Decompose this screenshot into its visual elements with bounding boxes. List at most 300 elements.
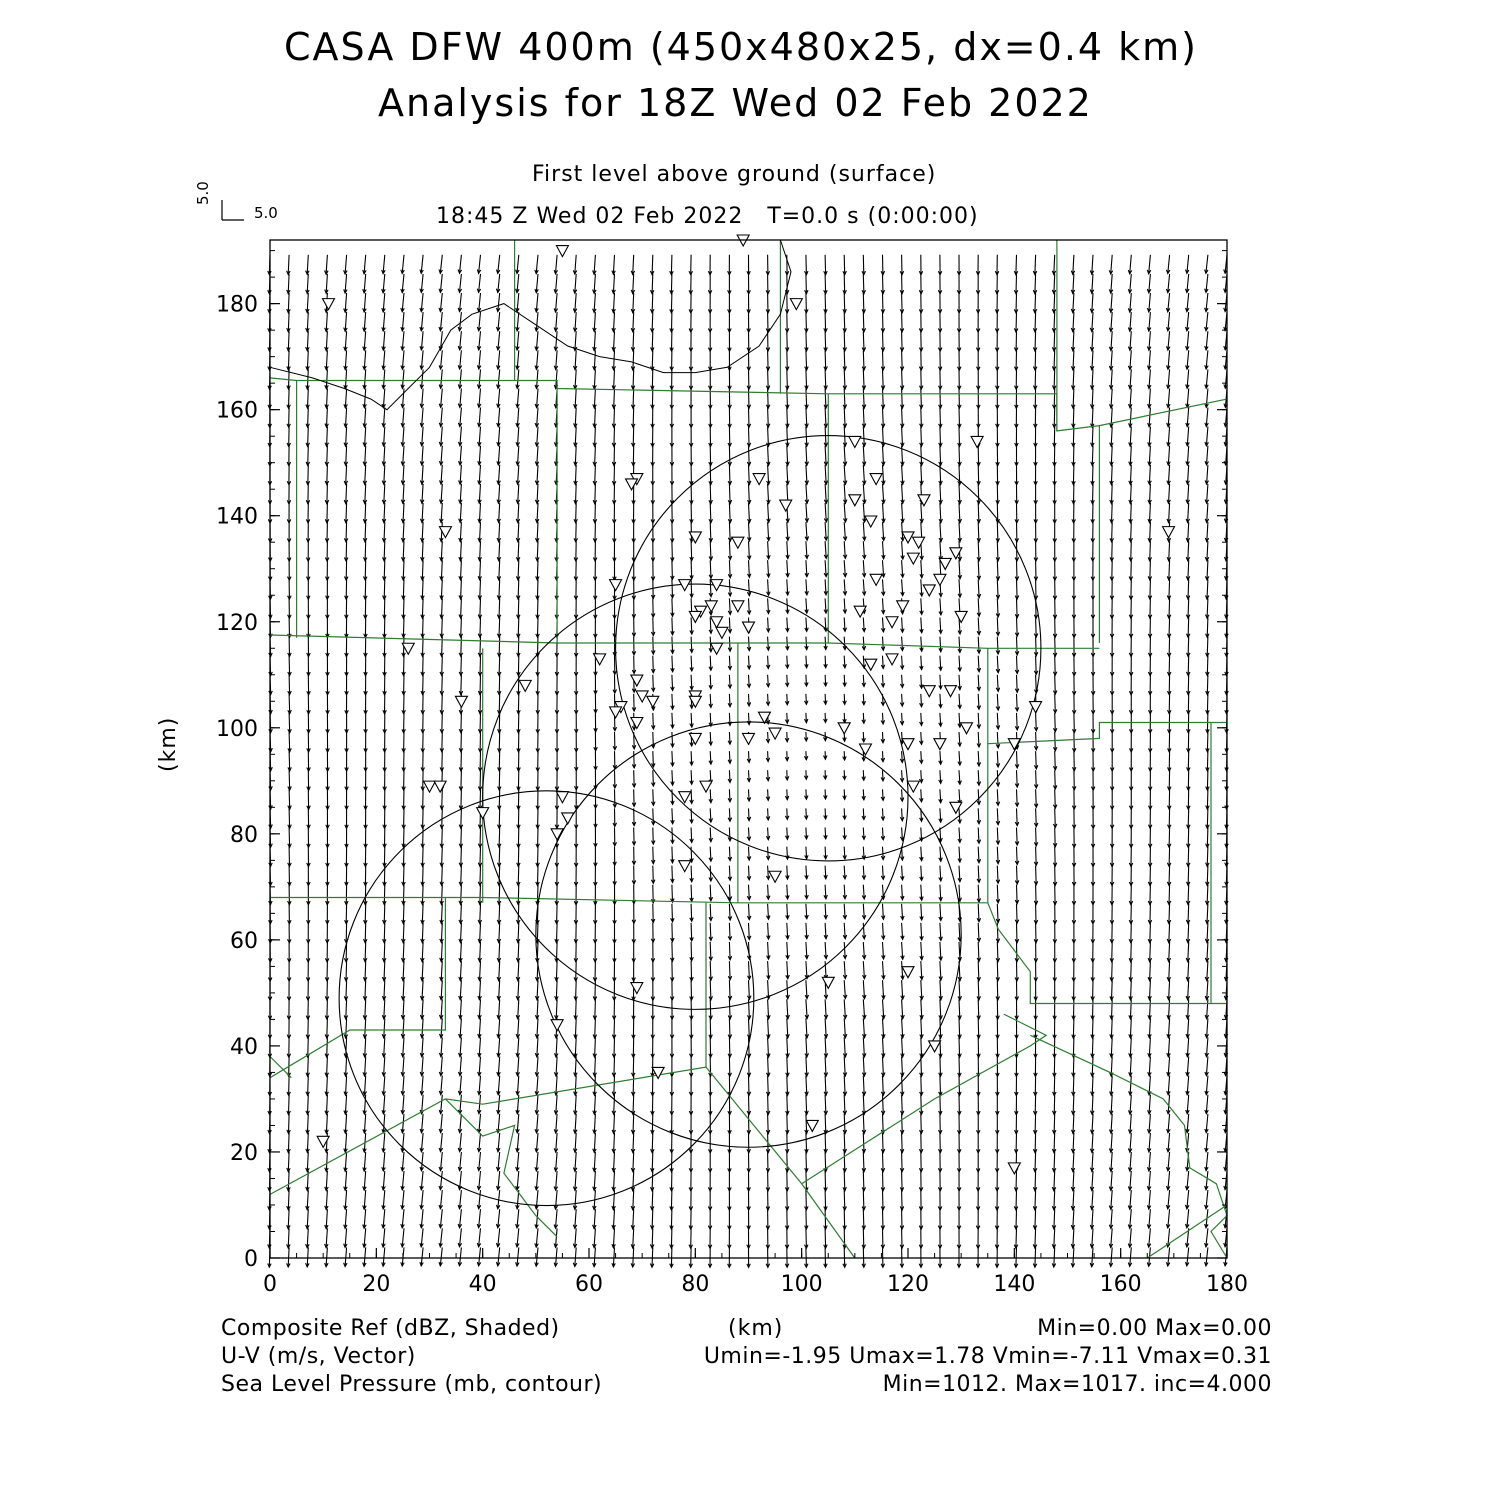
wind-vector <box>289 656 290 676</box>
wind-vector <box>902 484 903 504</box>
wind-vector <box>442 789 443 809</box>
wind-vector <box>575 446 576 466</box>
wind-vector <box>749 980 750 999</box>
wind-vector <box>1017 656 1018 674</box>
wind-vector <box>460 961 461 981</box>
wind-vector <box>1131 560 1132 580</box>
wind-vector <box>997 789 998 805</box>
wind-vector <box>768 369 769 389</box>
wind-vector <box>691 866 692 882</box>
wind-vector <box>1054 1095 1055 1115</box>
wind-vector <box>575 389 576 408</box>
wind-vector <box>326 1114 327 1134</box>
wind-vector <box>978 847 979 863</box>
wind-vector <box>921 1037 922 1057</box>
wind-vector <box>1092 1152 1093 1171</box>
wind-vector <box>289 694 290 714</box>
wind-vector <box>997 980 998 1000</box>
wind-vector <box>537 579 538 599</box>
wind-vector <box>825 1133 826 1153</box>
wind-vector <box>671 274 672 294</box>
wind-vector <box>460 541 461 561</box>
wind-vector <box>1035 1171 1036 1191</box>
wind-vector <box>768 999 769 1019</box>
wind-vector <box>575 1095 576 1115</box>
wind-vector <box>1016 1171 1017 1191</box>
wind-vector <box>729 618 730 633</box>
wind-vector <box>289 732 290 752</box>
wind-vector <box>1073 1228 1074 1248</box>
wind-vector <box>384 579 385 599</box>
wind-vector <box>768 503 769 522</box>
wind-vector <box>940 923 941 941</box>
wind-vector <box>307 369 308 389</box>
wind-vector <box>768 522 769 541</box>
wind-vector <box>883 1133 884 1153</box>
wind-vector <box>289 713 290 733</box>
wind-vector <box>825 1228 826 1248</box>
wind-vector <box>1017 828 1018 846</box>
wind-vector <box>308 1076 309 1096</box>
wind-vector <box>518 465 519 484</box>
wind-vector <box>997 598 998 617</box>
wind-vector <box>940 980 941 1000</box>
wind-vector <box>863 1018 864 1038</box>
wind-vector <box>595 1057 596 1077</box>
wind-vector <box>978 866 979 883</box>
wind-vector <box>652 369 653 389</box>
wind-vector <box>710 866 711 881</box>
wind-vector <box>1055 847 1056 867</box>
wind-vector <box>384 465 385 485</box>
wind-vector <box>749 579 750 595</box>
wind-vector <box>844 1076 845 1096</box>
wind-vector <box>1112 980 1113 1000</box>
wind-vector <box>365 942 366 962</box>
wind-vector <box>403 541 404 561</box>
wind-vector <box>499 961 500 981</box>
wind-vector <box>844 408 845 428</box>
wind-vector <box>1111 408 1112 428</box>
wind-vector <box>365 980 366 1000</box>
wind-vector <box>289 751 290 771</box>
wind-vector <box>672 866 673 883</box>
wind-vector <box>1092 1076 1093 1096</box>
wind-vector <box>480 637 481 657</box>
wind-vector <box>806 1057 807 1077</box>
wind-vector <box>288 1247 289 1267</box>
wind-vector <box>1112 999 1113 1019</box>
wind-vector <box>633 331 634 351</box>
wind-vector <box>806 293 807 313</box>
wind-vector <box>1035 255 1036 275</box>
wind-vector <box>1073 1057 1074 1077</box>
wind-vector <box>595 980 596 1000</box>
wind-vector <box>768 1037 769 1057</box>
wind-vector <box>403 579 404 599</box>
wind-vector <box>480 904 481 924</box>
wind-vector <box>844 350 845 370</box>
wind-vector <box>422 961 423 981</box>
wind-vector <box>518 980 519 1000</box>
wind-vector <box>595 408 596 428</box>
wind-vector <box>461 598 462 618</box>
wind-vector <box>633 1247 634 1267</box>
wind-vector <box>787 1076 788 1096</box>
wind-vector <box>825 446 826 466</box>
wind-vector <box>825 1037 826 1057</box>
wind-vector <box>441 980 442 999</box>
wind-vector <box>384 446 385 466</box>
wind-vector <box>1092 312 1093 331</box>
wind-vector <box>461 847 462 867</box>
wind-vector <box>614 1018 615 1038</box>
wind-vector <box>902 1152 903 1172</box>
wind-vector <box>499 866 500 886</box>
wind-vector <box>959 923 960 941</box>
wind-vector <box>518 847 519 867</box>
wind-vector <box>1111 1018 1112 1038</box>
wind-vector <box>327 427 328 447</box>
wind-vector <box>1036 637 1037 656</box>
wind-vector <box>422 980 423 1000</box>
wind-vector <box>614 350 615 370</box>
wind-vector <box>633 1209 634 1229</box>
wind-vector <box>1017 637 1018 655</box>
wind-vector <box>1036 866 1037 885</box>
wind-vector <box>499 808 500 828</box>
wind-vector <box>461 866 462 886</box>
wind-vector <box>1017 789 1018 806</box>
wind-vector <box>289 389 290 409</box>
wind-vector <box>749 503 750 523</box>
wind-vector <box>940 484 941 504</box>
wind-vector <box>1111 1076 1112 1096</box>
wind-vector <box>1017 866 1018 885</box>
wind-vector <box>308 389 309 409</box>
wind-vector <box>633 427 634 447</box>
wind-vector <box>365 904 366 924</box>
wind-vector <box>768 1018 769 1038</box>
wind-vector <box>365 999 366 1019</box>
wind-vector <box>499 732 500 752</box>
wind-vector <box>825 312 826 332</box>
wind-vector <box>346 446 347 466</box>
wind-vector <box>921 408 922 428</box>
wind-vector <box>441 579 442 599</box>
wind-vector <box>672 637 673 654</box>
wind-vector <box>614 369 615 389</box>
wind-vector <box>1150 484 1151 504</box>
wind-vector <box>921 980 922 999</box>
wind-vector <box>710 522 711 542</box>
wind-vector <box>863 389 864 409</box>
wind-vector <box>326 312 327 331</box>
wind-vector <box>1017 560 1018 580</box>
wind-vector <box>288 1190 289 1210</box>
wind-vector <box>787 408 788 428</box>
wind-vector <box>307 1209 308 1229</box>
wind-vector <box>384 560 385 580</box>
wind-vector <box>307 1228 308 1248</box>
wind-vector <box>538 847 539 867</box>
wind-vector <box>403 980 404 1000</box>
wind-vector <box>594 369 595 389</box>
wind-vector <box>902 1171 903 1191</box>
wind-vector <box>499 675 500 695</box>
wind-vector <box>499 541 500 561</box>
wind-vector <box>442 694 443 714</box>
wind-vector <box>1149 1018 1150 1038</box>
wind-vector <box>806 465 807 485</box>
wind-vector <box>461 789 462 809</box>
wind-vector <box>537 484 538 504</box>
wind-vector <box>1035 293 1036 313</box>
wind-vector <box>423 866 424 886</box>
wind-vector <box>499 522 500 542</box>
wind-vector <box>595 484 596 504</box>
wind-vector <box>883 446 884 466</box>
wind-vector <box>653 618 654 636</box>
wind-vector <box>921 1095 922 1115</box>
wind-vector <box>461 885 462 905</box>
wind-vector <box>921 1076 922 1096</box>
wind-vector <box>423 847 424 867</box>
wind-vector <box>365 560 366 580</box>
wind-vector <box>959 980 960 1000</box>
wind-vector <box>1055 675 1056 694</box>
wind-vector <box>1016 1209 1017 1229</box>
wind-vector <box>289 789 290 809</box>
wind-vector <box>652 1133 653 1153</box>
wind-vector <box>710 904 711 921</box>
wind-vector <box>480 885 481 905</box>
wind-vector <box>327 503 328 523</box>
wind-vector <box>480 923 481 943</box>
wind-vector <box>672 808 673 823</box>
wind-vector <box>1130 1057 1131 1077</box>
wind-vector <box>1130 427 1131 447</box>
wind-vector <box>863 1190 864 1210</box>
wind-vector <box>307 350 308 370</box>
wind-vector <box>480 713 481 733</box>
wind-vector <box>997 866 998 884</box>
wind-vector <box>346 541 347 561</box>
wind-vector <box>365 446 366 466</box>
wind-vector <box>537 999 538 1019</box>
wind-vector <box>806 1114 807 1134</box>
wind-vector <box>940 522 941 542</box>
wind-vector <box>1073 1190 1074 1210</box>
wind-vector <box>672 675 673 691</box>
wind-vector <box>768 427 769 447</box>
wind-vector <box>902 1133 903 1153</box>
wind-vector <box>883 408 884 428</box>
wind-vector <box>442 885 443 905</box>
wind-vector <box>307 331 308 351</box>
wind-vector <box>594 350 595 370</box>
wind-vector <box>997 656 998 673</box>
wind-vector <box>710 579 711 596</box>
wind-vector <box>499 999 500 1018</box>
wind-vector <box>442 828 443 848</box>
wind-vector <box>422 579 423 599</box>
wind-vector <box>729 446 730 466</box>
wind-vector <box>978 904 979 922</box>
wind-vector <box>1149 1057 1150 1076</box>
wind-vector <box>1017 694 1018 711</box>
wind-vector <box>863 369 864 389</box>
wind-vector <box>1073 465 1074 485</box>
wind-vector <box>806 331 807 351</box>
wind-vector <box>653 866 654 884</box>
wind-vector <box>883 1190 884 1210</box>
wind-vector <box>288 1228 289 1248</box>
wind-vector <box>959 1037 960 1057</box>
wind-vector <box>710 885 711 901</box>
wind-vector <box>327 1057 328 1077</box>
wind-vector <box>327 980 328 1000</box>
wind-vector <box>787 369 788 389</box>
wind-vector <box>1073 255 1074 275</box>
wind-vector <box>768 408 769 428</box>
wind-vector <box>1130 999 1131 1019</box>
wind-vector <box>480 656 481 676</box>
wind-vector <box>902 1057 903 1077</box>
wind-vector <box>844 255 845 275</box>
wind-vector <box>1112 522 1113 542</box>
wind-vector <box>480 675 481 695</box>
wind-vector <box>1035 274 1036 294</box>
wind-vector <box>441 503 442 523</box>
wind-vector <box>346 1057 347 1077</box>
wind-vector <box>1093 484 1094 504</box>
wind-vector <box>749 923 750 940</box>
wind-vector <box>940 408 941 428</box>
wind-vector <box>346 408 347 428</box>
wind-vector <box>825 427 826 447</box>
wind-vector <box>1092 389 1093 409</box>
wind-vector <box>346 503 347 523</box>
wind-vector <box>384 904 385 924</box>
wind-vector <box>691 656 692 671</box>
wind-vector <box>997 560 998 580</box>
wind-vector <box>422 904 423 924</box>
wind-vector <box>729 1037 730 1057</box>
wind-vector <box>556 999 557 1019</box>
wind-vector <box>1130 408 1131 428</box>
wind-vector <box>1073 1152 1074 1172</box>
wind-vector <box>653 847 654 864</box>
wind-vector <box>729 961 730 980</box>
wind-vector <box>1016 312 1017 332</box>
wind-vector <box>863 1152 864 1172</box>
wind-vector <box>1131 522 1132 542</box>
wind-vector <box>499 847 500 867</box>
wind-vector <box>749 560 750 577</box>
wind-vector <box>1073 331 1074 351</box>
wind-vector <box>499 618 500 638</box>
wind-vector <box>959 408 960 428</box>
wind-vector <box>499 828 500 848</box>
wind-vector <box>671 293 672 313</box>
wind-vector <box>1054 1114 1055 1134</box>
vector-key-v-label: 5.0 <box>194 181 212 205</box>
wind-vector <box>902 1037 903 1057</box>
wind-vector <box>653 675 654 692</box>
wind-vector <box>863 1171 864 1191</box>
wind-vector <box>902 1076 903 1096</box>
wind-vector <box>1130 1076 1131 1095</box>
wind-vector <box>672 885 673 903</box>
wind-vector <box>844 446 845 466</box>
wind-vector <box>499 770 500 790</box>
wind-vector <box>422 885 423 905</box>
wind-vector <box>806 1076 807 1096</box>
wind-vector <box>461 579 462 599</box>
wind-vector <box>902 1114 903 1134</box>
wind-vector <box>480 618 481 638</box>
wind-vector <box>806 1228 807 1248</box>
wind-vector <box>1092 1018 1093 1038</box>
wind-vector <box>997 828 998 845</box>
wind-vector <box>749 484 750 504</box>
wind-vector <box>518 961 519 981</box>
wind-vector <box>902 389 903 409</box>
wind-vector <box>1131 942 1132 962</box>
wind-vector <box>1131 541 1132 561</box>
wind-vector <box>594 1114 595 1134</box>
wind-vector <box>1073 427 1074 447</box>
wind-vector <box>633 408 634 428</box>
wind-vector <box>691 541 692 560</box>
wind-vector <box>825 1209 826 1229</box>
wind-vector <box>863 350 864 370</box>
wind-vector <box>614 408 615 428</box>
wind-vector <box>768 446 769 466</box>
wind-vector <box>653 789 654 805</box>
wind-vector <box>940 446 941 466</box>
wind-vector <box>633 274 634 294</box>
wind-vector <box>499 923 500 943</box>
wind-vector <box>768 1076 769 1096</box>
wind-vector <box>595 1018 596 1038</box>
wind-vector <box>594 1133 595 1153</box>
wind-vector <box>825 350 826 370</box>
wind-vector <box>384 427 385 446</box>
wind-vector <box>461 904 462 924</box>
wind-vector <box>365 465 366 485</box>
wind-vector <box>326 1152 327 1171</box>
wind-vector <box>1130 484 1131 504</box>
wind-vector <box>940 1076 941 1096</box>
wind-vector <box>671 1228 672 1248</box>
wind-vector <box>1150 923 1151 943</box>
wind-vector <box>825 1114 826 1134</box>
wind-vector <box>480 579 481 599</box>
x-axis-label: (km) <box>728 1316 784 1341</box>
wind-vector <box>613 255 614 274</box>
wind-vector <box>978 484 979 504</box>
wind-vector <box>384 1057 385 1076</box>
wind-vector <box>1017 904 1018 924</box>
wind-vector <box>480 828 481 848</box>
wind-vector <box>863 1095 864 1115</box>
wind-vector <box>768 484 769 504</box>
wind-vector <box>384 541 385 561</box>
wind-vector <box>921 427 922 447</box>
wind-vector <box>863 408 864 428</box>
